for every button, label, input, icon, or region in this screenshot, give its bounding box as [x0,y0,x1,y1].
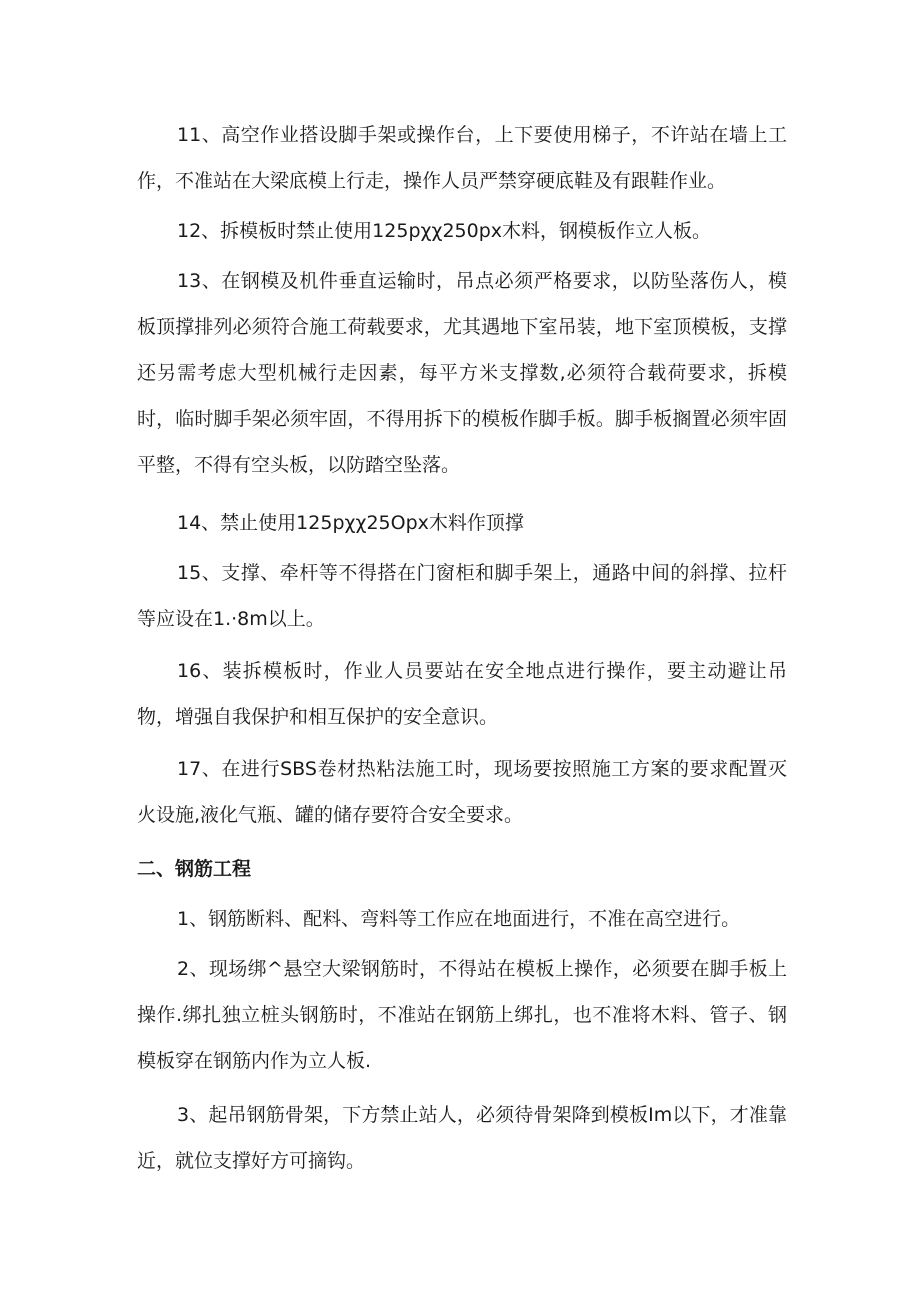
paragraph-item-11: 11、高空作业搭设脚手架或操作台，上下要使用梯子，不许站在墙上工作，不准站在大梁底模上行走，操作人员严禁穿硬底鞋及有跟鞋作业。 [137,124,787,192]
paragraph-steel-3: 3、起吊钢筋骨架，下方禁止站人，必须待骨架降到模板Im以下，才准靠近，就位支撑好方可摘钩。 [137,1104,787,1172]
paragraph-item-16: 16、装拆模板时，作业人员要站在安全地点进行操作，要主动避让吊物，增强自我保护和相互保护的安全意识。 [137,660,787,728]
paragraph-steel-1: 1、钢筋断料、配料、弯料等工作应在地面进行，不准在高空进行。 [177,908,741,930]
paragraph-item-12: 12、拆模板时禁止使用125pχχ250px木料，钢模板作立人板。 [177,220,712,242]
section-heading: 二、钢筋工程 [137,858,252,880]
paragraph-steel-2: 2、现场绑^悬空大梁钢筋时，不得站在模板上操作，必须要在脚手板上操作.绑扎独立桩头钢筋时，不准站在钢筋上绑扎，也不准将木料、管子、钢模板穿在钢筋内作为立人板. [137,958,787,1072]
paragraph-item-13: 13、在钢模及机件垂直运输时，吊点必须严格要求，以防坠落伤人，模板顶撑排列必须符合施工荷载要求，尤其遇地下室吊装，地下室顶模板，支撑还另需考虑大型机械行走因素，每平方米支撑数,必须符合载荷要求，拆模时，临时脚手架必须牢固，不得用拆下的模板作脚手板。脚手板搁置必须牢固平整，不得有空头板，以防踏空坠落。 [137,270,787,476]
paragraph-item-14: 14、禁止使用125pχχ25Opx木料作顶撑 [177,512,524,534]
paragraph-item-17: 17、在进行SBS卷材热粘法施工时，现场要按照施工方案的要求配置灭火设施,液化气瓶、罐的储存要符合安全要求。 [137,758,787,826]
paragraph-item-15: 15、支撑、牵杆等不得搭在门窗柜和脚手架上，通路中间的斜撑、拉杆等应设在1.·8m以上。 [137,562,787,630]
